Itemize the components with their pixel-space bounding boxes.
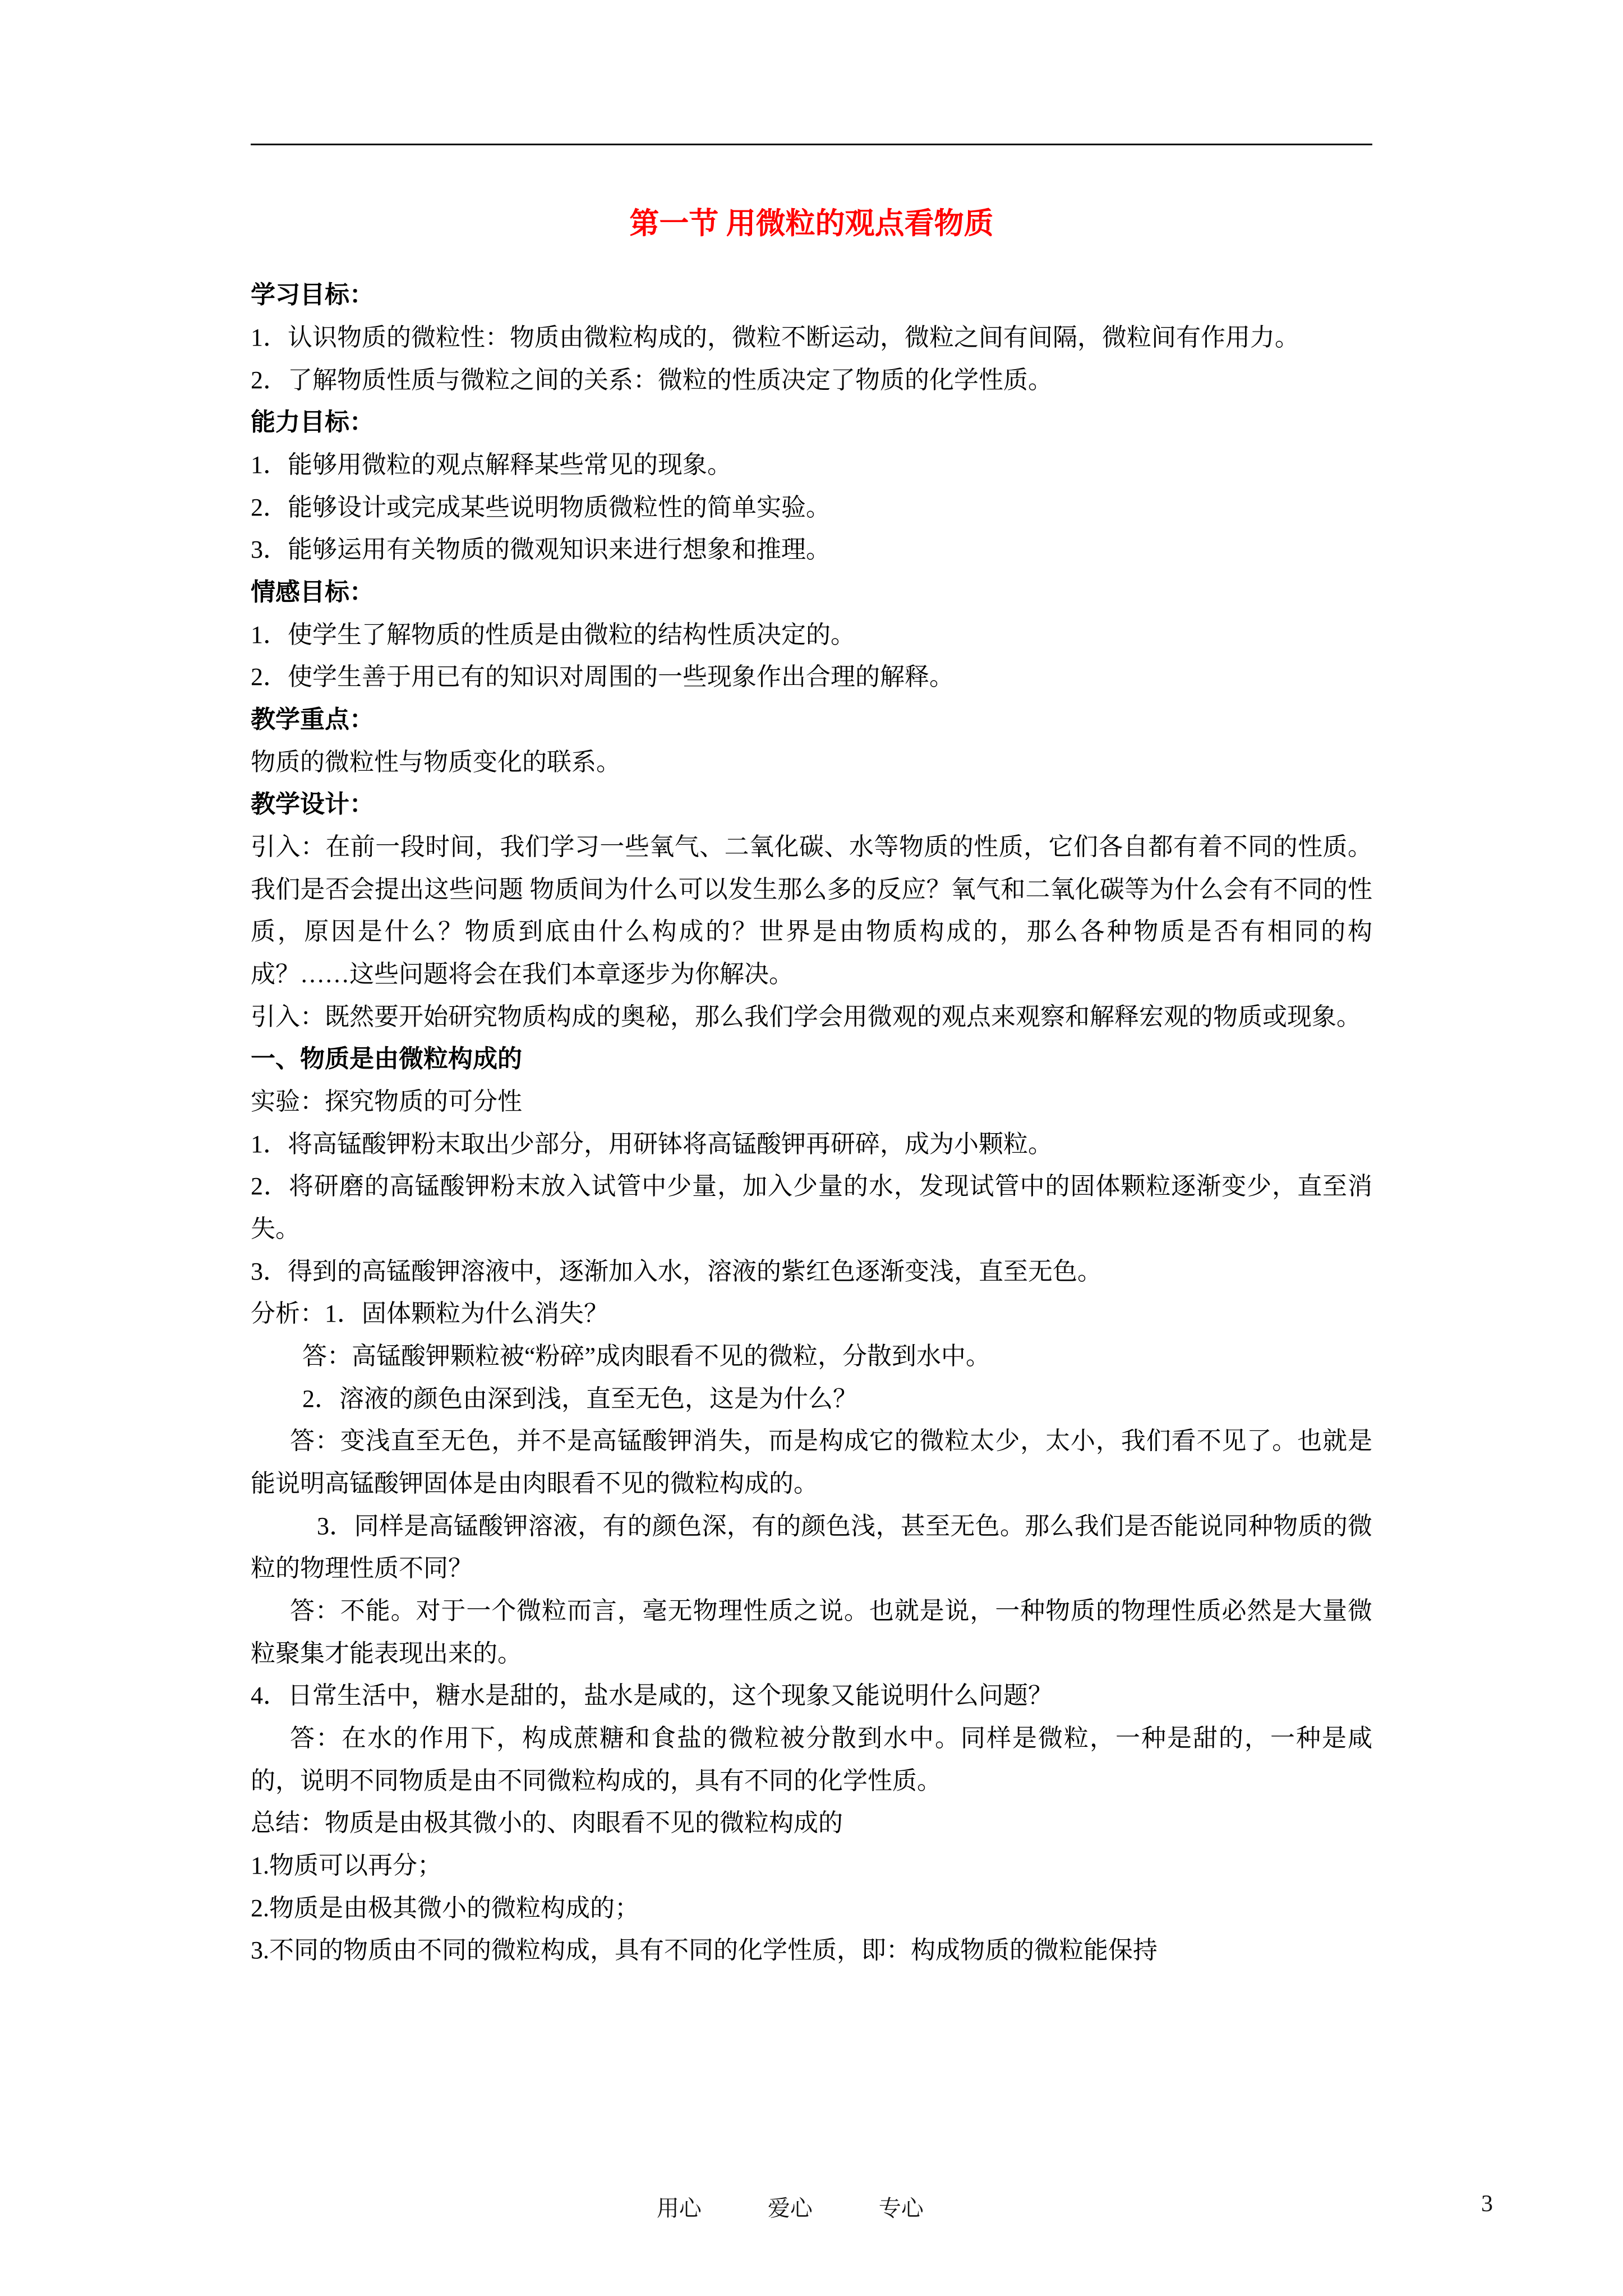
question: 4．日常生活中，糖水是甜的，盐水是咸的，这个现象又能说明什么问题？ [251, 1682, 1053, 1710]
summary-heading: 总结：物质是由极其微小的、肉眼看不见的微粒构成的 [251, 1809, 843, 1837]
paragraph: 分析：1．固体颗粒为什么消失？ [251, 1300, 608, 1328]
answer: 答：不能。对于一个微粒而言，毫无物理性质之说。也就是说，一种物质的物理性质必然是大量微粒聚集才能表现出来的。 [251, 1597, 1372, 1667]
section-heading: 教学设计： [251, 790, 374, 818]
paragraph: 引入：既然要开始研究物质构成的奥秘，那么我们学会用微观的观点来观察和解释宏观的物质或现象。 [251, 1002, 1361, 1030]
section-heading: 情感目标： [251, 578, 374, 606]
question: 2．溶液的颜色由深到浅，直至无色，这是为什么？ [302, 1384, 857, 1412]
paragraph: 实验：探究物质的可分性 [251, 1087, 522, 1115]
section-heading: 学习目标： [251, 281, 374, 309]
page-footer [0, 2191, 1623, 2224]
paragraph: 物质的微粒性与物质变化的联系。 [251, 748, 621, 776]
section-heading: 一、物质是由微粒构成的 [251, 1045, 522, 1073]
document-title: 第一节 用微粒的观点看物质 [629, 208, 994, 240]
paragraph: 2．使学生善于用已有的知识对周围的一些现象作出合理的解释。 [251, 663, 954, 691]
experiment-step: 3．得到的高锰酸钾溶液中，逐渐加入水，溶液的紫红色逐渐变浅，直至无色。 [251, 1257, 1102, 1285]
paragraph: 3．能够运用有关物质的微观知识来进行想象和推理。 [251, 536, 831, 564]
paragraph: 引入：在前一段时间，我们学习一些氧气、二氧化碳、水等物质的性质，它们各自都有着不同的性质。我们是否会提出这些问题 物质间为什么可以发生那么多的反应？氧气和二氧化碳等为什么会有不同的性质，原因是什么？物质到底由什么构成的？世界是由物质构成的，那么各种物质是否有相同的构成？……这些问题将会在我们本章逐步为你解决。 [251, 832, 1372, 988]
answer: 答：高锰酸钾颗粒被“粉碎”成肉眼看不见的微粒，分散到水中。 [302, 1342, 991, 1370]
section-heading: 能力目标： [251, 408, 374, 436]
paragraph: 1．使学生了解物质的性质是由微粒的结构性质决定的。 [251, 620, 855, 648]
question: 3．同样是高锰酸钾溶液，有的颜色深，有的颜色浅，甚至无色。那么我们是否能说同种物质的微粒的物理性质不同？ [251, 1512, 1372, 1582]
page-number: 3 [1481, 2191, 1493, 2217]
summary-item: 1.物质可以再分； [251, 1852, 442, 1880]
summary-item: 3.不同的物质由不同的微粒构成，具有不同的化学性质，即：构成物质的微粒能保持 [251, 1936, 1158, 1964]
paragraph: 2．了解物质性质与微粒之间的关系：微粒的性质决定了物质的化学性质。 [251, 366, 1053, 394]
paragraph: 2．能够设计或完成某些说明物质微粒性的简单实验。 [251, 493, 831, 521]
header-rule [251, 144, 1372, 145]
answer: 答：变浅直至无色，并不是高锰酸钾消失，而是构成它的微粒太少，太小，我们看不见了。也就是能说明高锰酸钾固体是由肉眼看不见的微粒构成的。 [251, 1427, 1372, 1497]
footer-motto-word: 专心 [878, 2196, 924, 2221]
footer-motto [657, 2191, 924, 2223]
answer: 答：在水的作用下，构成蔗糖和食盐的微粒被分散到水中。同样是微粒，一种是甜的，一种是咸的，说明不同物质是由不同微粒构成的，具有不同的化学性质。 [251, 1724, 1372, 1795]
document-body [251, 203, 1372, 1972]
summary-item: 2.物质是由极其微小的微粒构成的； [251, 1894, 639, 1922]
paragraph: 1．认识物质的微粒性：物质由微粒构成的，微粒不断运动，微粒之间有间隔，微粒间有作用力。 [251, 323, 1299, 351]
section-heading: 教学重点： [251, 705, 374, 733]
footer-motto-word: 爱心 [767, 2196, 813, 2221]
footer-motto-word: 用心 [656, 2196, 702, 2221]
paragraph: 1．能够用微粒的观点解释某些常见的现象。 [251, 450, 732, 478]
experiment-step: 2．将研磨的高锰酸钾粉末放入试管中少量，加入少量的水，发现试管中的固体颗粒逐渐变少，直至消失。 [251, 1172, 1372, 1243]
experiment-step: 1．将高锰酸钾粉末取出少部分，用研钵将高锰酸钾再研碎，成为小颗粒。 [251, 1130, 1053, 1158]
